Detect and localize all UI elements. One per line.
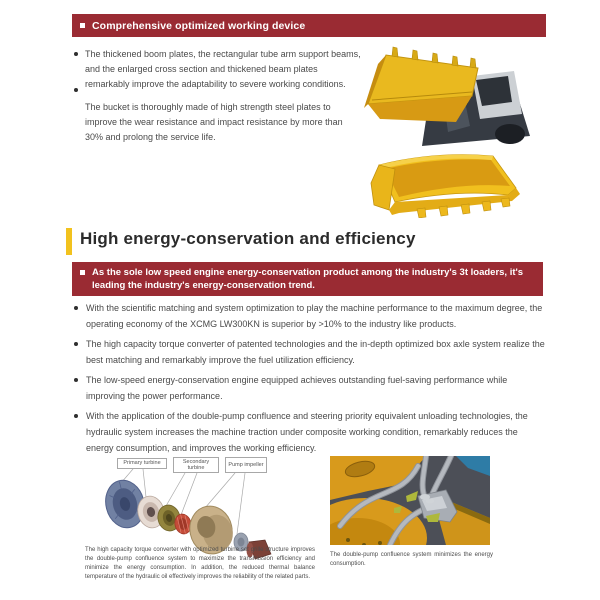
heading-accent-bar [66,228,72,255]
figure-label: Primary turbine [117,458,167,469]
bullet-dot-icon [74,414,78,418]
section2-bullet-4: With the application of the double-pump confluence and steering priority equivalent unloading technologies, the hydraulic system increases the machine traction under composite working condition, remarkably reduces the energy consumption, and improves the working efficiency. [86,411,528,453]
list-item [72,100,361,145]
bullet-dot-icon [74,342,78,346]
confluence-system-photo [330,456,490,545]
list-item [72,47,361,92]
figure-label: Pump impeller [225,457,267,473]
section1-banner-text: Comprehensive optimized working device [92,19,306,32]
section1-bullet-1: The thickened boom plates, the rectangular tube arm support beams, and the enlarged cross section and thickened beam plates remarkably improve the adaptability to severe working conditions. [85,49,361,89]
section1-text-column [72,47,361,145]
bucket-photo [365,149,535,218]
loader-raised-bucket-photo [360,42,535,148]
section2-bullet-1: With the scientific matching and system optimization to play the machine performance to the maximum degree, the operating economy of the XCMG LW300KN is superior by >10% to the industry like products. [86,303,543,329]
section2-banner-text: As the sole low speed engine energy-conservation product among the industry's 3t loaders, it's leading the industry's energy-conservation trend. [92,267,524,291]
bullet-dot-icon [74,52,78,56]
section2-bullet-list [72,300,546,460]
bullet-dot-icon [74,378,78,382]
section2-bullet-2: The high capacity torque converter of patented technologies and the in-depth optimized box axle system realize the best matching and remarkably improve the fuel utilization efficiency. [86,339,545,365]
banner-square-icon [80,23,85,28]
bullet-dot-icon [74,88,78,92]
list-item [72,300,546,332]
list-item [72,336,546,368]
list-item [72,372,546,404]
bullet-dot-icon [74,306,78,310]
figure-label: Secondary turbine [173,457,219,473]
section2-banner [72,262,543,296]
figure-right-caption: The double-pump confluence system minimizes the energy consumption. [330,552,493,567]
figure-left-caption: The high capacity torque converter with optimized turbine set grille structure improves the double-pump confluence system to maximize the transmission efficiency and minimize the energy consumption. In addition, the reduced thermal balance temperature of the hydraulic oil effectively improves the reliability of the related parts. [85,547,315,580]
section2-heading: High energy-conservation and efficiency [80,229,416,248]
section2-bullet-3: The low-speed energy-conservation engine equipped achieves outstanding fuel-saving performance while improving the power performance. [86,375,508,401]
section1-banner [72,14,546,37]
section1-bullet-2: The bucket is thoroughly made of high strength steel plates to improve the wear resistance and impact resistance by more than 30% and prolong the service life. [85,102,343,142]
banner-square-icon [80,270,85,275]
list-item [72,408,546,456]
